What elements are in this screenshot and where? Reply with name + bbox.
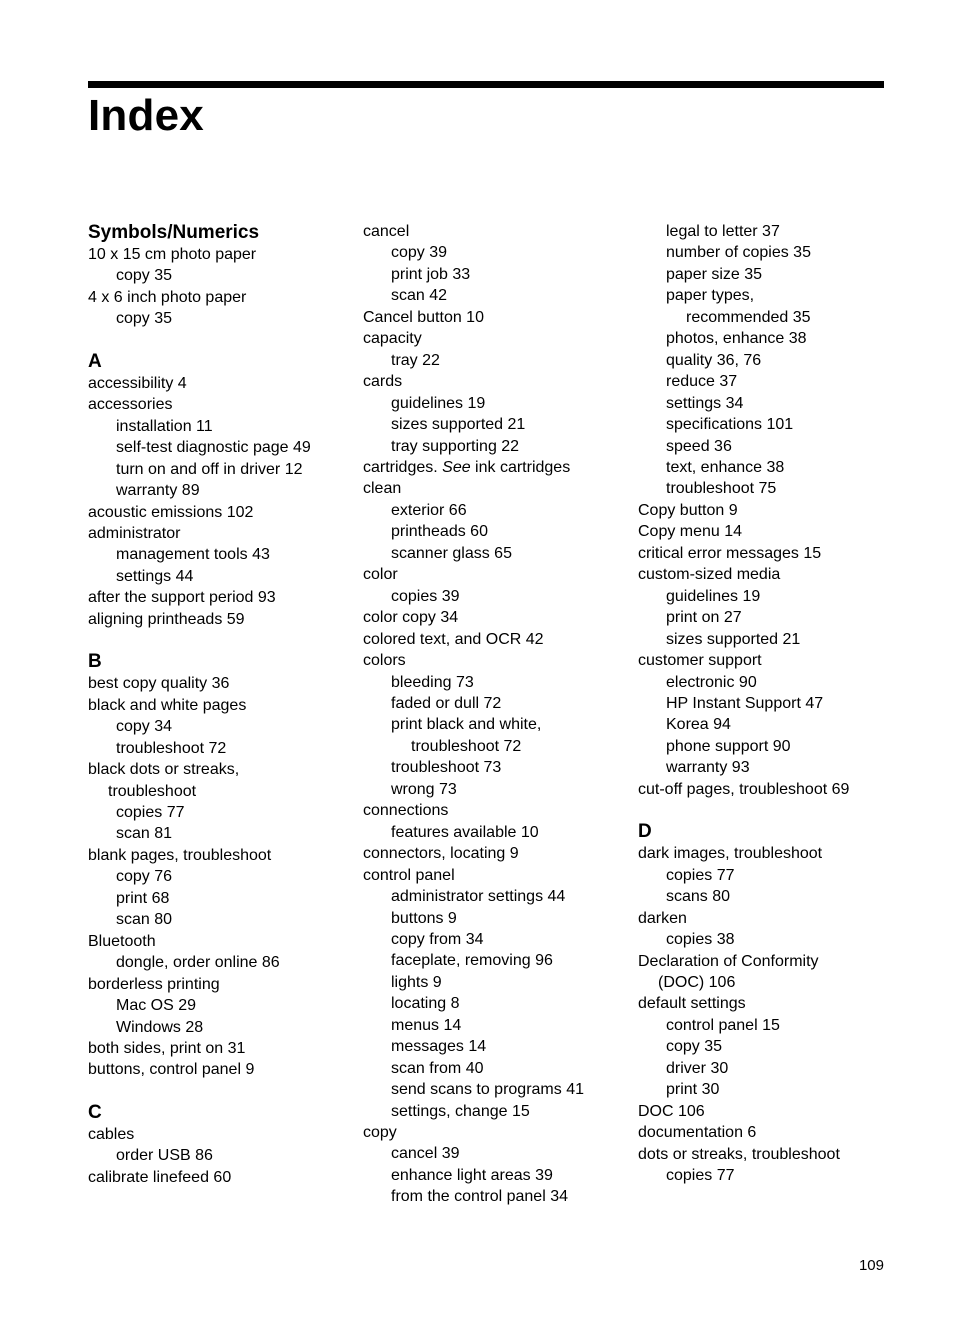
index-entry: Bluetooth [88, 932, 156, 950]
index-subentry: messages 14 [391, 1038, 487, 1056]
index-entry: Declaration of Conformity [638, 952, 819, 970]
index-entry: acoustic emissions 102 [88, 503, 254, 521]
index-entry: buttons, control panel 9 [88, 1061, 255, 1079]
index-entry: both sides, print on 31 [88, 1039, 246, 1057]
index-subentry: installation 11 [116, 417, 213, 435]
index-subentry: copy 34 [116, 718, 173, 736]
index-subentry: troubleshoot 72 [116, 739, 227, 757]
see-label: See [442, 458, 471, 476]
index-subentry: guidelines 19 [666, 587, 761, 605]
index-subentry: paper size 35 [666, 265, 763, 283]
index-entry: 10 x 15 cm photo paper [88, 246, 257, 263]
index-subentry: faceplate, removing 96 [391, 952, 553, 970]
index-entry: cut-off pages, troubleshoot 69 [638, 780, 850, 798]
index-subentry: Korea 94 [666, 716, 731, 734]
section-gap [88, 630, 353, 650]
index-entry: color [363, 566, 398, 584]
index-entry: cards [363, 373, 403, 391]
index-subentry: copy 35 [116, 267, 173, 285]
index-subentry: phone support 90 [666, 737, 791, 755]
index-subentry: copies 77 [666, 1167, 735, 1185]
index-entry-continuation: troubleshoot [108, 782, 197, 800]
index-subentry: settings, change 15 [391, 1102, 530, 1120]
index-subentry: print on 27 [666, 609, 742, 627]
index-subentry: scan 81 [116, 825, 173, 843]
index-subentry: Windows 28 [116, 1018, 204, 1036]
index-term: cartridges. [363, 458, 443, 476]
index-entry: black and white pages [88, 696, 247, 714]
index-entry: after the support period 93 [88, 589, 276, 607]
index-subentry: copies 77 [116, 803, 185, 821]
index-subentry: dongle, order online 86 [116, 954, 280, 972]
index-entry: customer support [638, 652, 762, 670]
see-target: ink cartridges [470, 458, 571, 476]
index-entry: black dots or streaks, [88, 761, 240, 779]
index-subentry: from the control panel 34 [391, 1188, 568, 1206]
index-subentry: settings 44 [116, 567, 194, 585]
index-subentry: scan 80 [116, 911, 173, 929]
index-entry: colored text, and OCR 42 [363, 630, 544, 648]
index-entry: critical error messages 15 [638, 544, 822, 562]
index-subentry: reduce 37 [666, 373, 738, 391]
index-entry: 4 x 6 inch photo paper [88, 288, 247, 306]
index-subentry: administrator settings 44 [391, 888, 566, 906]
index-subentry: control panel 15 [666, 1016, 780, 1034]
index-subentry: print 30 [666, 1081, 720, 1099]
index-subentry: quality 36, 76 [666, 351, 762, 369]
index-subentry: settings 34 [666, 394, 744, 412]
index-subentry: number of copies 35 [666, 244, 811, 262]
index-subentry: locating 8 [391, 995, 460, 1013]
index-entry: colors [363, 652, 406, 670]
index-entry-continuation: (DOC) 106 [658, 973, 736, 991]
index-subentry: management tools 43 [116, 546, 270, 564]
index-entry: calibrate linefeed 60 [88, 1168, 232, 1186]
index-subentry: print job 33 [391, 265, 471, 283]
index-letter-heading: B [88, 651, 102, 673]
index-subentry: order USB 86 [116, 1147, 213, 1165]
index-subentry: print 68 [116, 889, 170, 907]
index-entry: color copy 34 [363, 609, 459, 627]
index-subentry: scan 42 [391, 287, 448, 305]
index-entry: documentation 6 [638, 1124, 757, 1142]
index-subentry-continuation: recommended 35 [686, 308, 811, 326]
index-subentry: warranty 89 [116, 482, 200, 500]
index-subentry: copies 38 [666, 931, 735, 949]
index-entry: custom-sized media [638, 566, 781, 584]
index-subentry: copies 77 [666, 866, 735, 884]
index-letter-heading: D [638, 821, 652, 843]
index-entry: borderless printing [88, 975, 220, 993]
index-subentry: troubleshoot 73 [391, 759, 502, 777]
index-subentry: tray supporting 22 [391, 437, 520, 455]
index-subentry: exterior 66 [391, 501, 467, 519]
index-subentry: electronic 90 [666, 673, 757, 691]
index-subentry: photos, enhance 38 [666, 330, 807, 348]
index-subentry: scanner glass 65 [391, 544, 512, 562]
index-letter-heading: A [88, 350, 102, 372]
index-subentry: tray 22 [391, 351, 440, 369]
index-entry: accessories [88, 396, 173, 414]
index-entry: clean [363, 480, 402, 498]
index-subentry-continuation: troubleshoot 72 [411, 737, 522, 755]
index-subentry: sizes supported 21 [391, 416, 526, 434]
index-subentry: copies 39 [391, 587, 460, 605]
index-subentry: HP Instant Support 47 [666, 694, 824, 712]
index-subentry: sizes supported 21 [666, 630, 801, 648]
index-column-1 [88, 221, 353, 1188]
index-entry: copy [363, 1124, 397, 1142]
title-rule [88, 81, 884, 88]
index-subentry: wrong 73 [391, 780, 457, 798]
index-entry: administrator [88, 524, 181, 542]
index-entry: accessibility 4 [88, 374, 187, 392]
index-entry: capacity [363, 330, 422, 348]
index-subentry: scan from 40 [391, 1059, 484, 1077]
index-entry: best copy quality 36 [88, 675, 230, 693]
section-gap [88, 1081, 353, 1101]
index-subentry: Mac OS 29 [116, 997, 197, 1015]
index-subentry: scans 80 [666, 888, 731, 906]
index-subentry: copy 39 [391, 244, 448, 262]
index-subentry: cancel 39 [391, 1145, 460, 1163]
index-subentry: driver 30 [666, 1059, 729, 1077]
index-subentry: troubleshoot 75 [666, 480, 777, 498]
index-subentry: print black and white, [391, 716, 542, 734]
index-subentry: self-test diagnostic page 49 [116, 439, 311, 457]
index-entry: cables [88, 1125, 135, 1143]
index-subentry: legal to letter 37 [666, 223, 780, 240]
index-entry: dark images, troubleshoot [638, 845, 823, 863]
section-gap [638, 800, 898, 820]
index-subentry: speed 36 [666, 437, 732, 455]
index-subentry: specifications 101 [666, 416, 794, 434]
index-subentry: lights 9 [391, 973, 442, 991]
index-entry: Cancel button 10 [363, 308, 484, 326]
index-letter-heading: C [88, 1101, 102, 1123]
index-subentry: turn on and off in driver 12 [116, 460, 303, 478]
index-entry: aligning printheads 59 [88, 610, 245, 628]
index-entry: connectors, locating 9 [363, 845, 519, 863]
index-entry: blank pages, troubleshoot [88, 846, 272, 864]
index-subentry: text, enhance 38 [666, 458, 785, 476]
index-subentry: warranty 93 [666, 759, 750, 777]
index-subentry: copy 35 [116, 310, 173, 328]
index-subentry: copy 76 [116, 868, 173, 886]
index-entry: Copy button 9 [638, 501, 738, 519]
index-entry: default settings [638, 995, 746, 1013]
index-entry: connections [363, 802, 449, 820]
index-subentry: enhance light areas 39 [391, 1166, 553, 1184]
index-subentry: send scans to programs 41 [391, 1081, 584, 1099]
index-subentry: printheads 60 [391, 523, 488, 541]
index-entry: dots or streaks, troubleshoot [638, 1145, 840, 1163]
index-column-2 [363, 221, 633, 1208]
index-subentry: copy 35 [666, 1038, 723, 1056]
page-number: 109 [858, 1257, 884, 1274]
index-entry: DOC 106 [638, 1102, 705, 1120]
index-subentry: guidelines 19 [391, 394, 486, 412]
index-entry-see-reference [363, 457, 633, 478]
index-subentry: paper types, [666, 287, 755, 305]
page-title: Index [88, 91, 204, 140]
index-entry: control panel [363, 866, 455, 884]
index-entry: Copy menu 14 [638, 523, 743, 541]
index-subentry: menus 14 [391, 1016, 462, 1034]
index-entry: cancel [363, 223, 410, 240]
section-gap [88, 330, 353, 350]
index-entry: darken [638, 909, 687, 927]
index-subentry: buttons 9 [391, 909, 457, 927]
index-subentry: features available 10 [391, 823, 539, 841]
index-subentry: faded or dull 72 [391, 694, 502, 712]
index-subentry: bleeding 73 [391, 673, 474, 691]
index-subentry: copy from 34 [391, 930, 484, 948]
index-letter-heading: Symbols/Numerics [88, 222, 260, 243]
index-column-3 [638, 221, 898, 1186]
